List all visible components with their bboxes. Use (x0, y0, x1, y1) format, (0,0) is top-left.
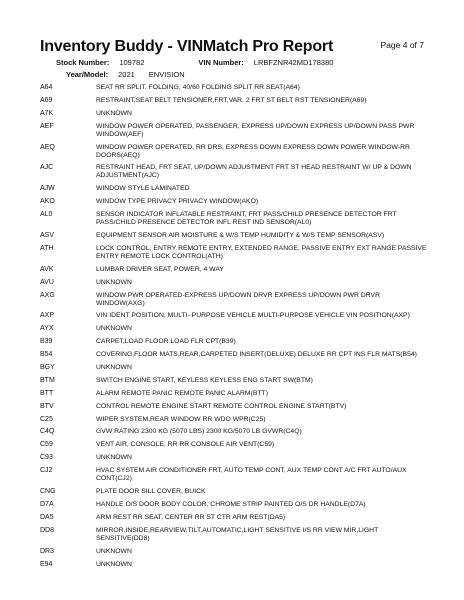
option-row (40, 245, 430, 266)
option-row (40, 338, 430, 351)
option-code: C25 (40, 415, 53, 423)
option-description: HVAC SYSTEM AIR CONDITIONER FRT, AUTO TEMP CONT, AUX TEMP CONT A/C FRT AUTO/AUX CONT(CJ2) (96, 467, 407, 483)
option-code: AXG (40, 291, 55, 299)
option-code: BTT (40, 389, 54, 397)
option-row (40, 232, 430, 245)
stock-vin-line (56, 58, 333, 67)
year-model-line (66, 70, 185, 79)
option-description: UNKNOWN (96, 454, 132, 462)
option-row (40, 403, 430, 416)
option-row (40, 185, 430, 198)
option-code: BTV (40, 402, 54, 410)
option-row (40, 548, 430, 561)
model-value: ENVISION (148, 70, 185, 79)
option-code: B39 (40, 338, 53, 346)
option-row (40, 467, 430, 488)
option-row (40, 97, 430, 110)
option-row (40, 110, 430, 123)
vin-number-value: LRBFZNR42MD178380 (253, 58, 334, 67)
option-description: LUMBAR DRIVER SEAT, POWER, 4 WAY (96, 265, 224, 273)
option-description: UNKNOWN (96, 278, 132, 286)
stock-number-label: Stock Number: (56, 58, 110, 67)
option-row (40, 279, 430, 292)
option-description: UNKNOWN (96, 109, 132, 117)
option-code: BTM (40, 376, 55, 384)
option-row (40, 561, 430, 574)
option-description: MIRROR,INSIDE,REARVIEW,TILT,AUTOMATIC,LIGHT SENSITIVE I/S RR VIEW MIR,LIGHT SENSITIVE(DD8) (96, 526, 379, 542)
option-description: WINDOW PWR OPERATED-EXPRESS UP/DOWN DRVR EXPRESS UP/DOWN PWR DRVR WINDOW(AXG) (96, 291, 380, 307)
vin-number-label: VIN Number: (198, 58, 244, 67)
option-description: UNKNOWN (96, 364, 132, 372)
option-description: HANDLE O/S DOOR BODY COLOR, CHROME STRIP PAINTED O/S DR HANDLE(D7A) (96, 500, 366, 508)
option-code: ATH (40, 244, 54, 252)
option-code: A7K (40, 109, 54, 117)
option-code-list (40, 84, 430, 573)
option-description: UNKNOWN (96, 547, 132, 555)
option-code: CJ2 (40, 467, 53, 475)
option-code: AEQ (40, 143, 55, 151)
option-description: UNKNOWN (96, 325, 132, 333)
option-description: EQUIPMENT SENSOR AIR MOISTURE & W/S TEMP HUMIDITY & W/S TEMP SENSOR(ASV) (96, 232, 385, 240)
option-description: CARPET,LOAD FLOOR LOAD FLR CPT(B39) (96, 338, 236, 346)
option-code: E94 (40, 560, 53, 568)
year-value: 2021 (118, 70, 135, 79)
option-description: ALARM REMOTE PANIC REMOTE PANIC ALARM(BTT) (96, 389, 268, 397)
option-description: CONTROL REMOTE ENGINE START REMOTE CONTROL ENGINE START(BTV) (96, 402, 347, 410)
option-description: COVERING,FLOOR MATS,REAR,CARPETED INSERT(DELUXE) DELUXE RR CPT INS FLR MATS(B54) (96, 351, 417, 359)
option-code: D7A (40, 500, 54, 508)
option-description: WINDOW POWER OPERATED, RR DRS, EXPRESS DOWN EXPRESS DOWN POWER WINDOW-RR DOORS(AEQ) (96, 143, 410, 159)
option-code: AYX (40, 325, 54, 333)
option-row (40, 501, 430, 514)
option-code: A64 (40, 84, 53, 91)
option-row (40, 527, 430, 548)
option-code: A69 (40, 96, 53, 104)
option-code: AJC (40, 164, 54, 172)
option-description: SEAT RR SPLIT, FOLDING, 40/60 FOLDING SPLIT RR SEAT(A64) (96, 84, 300, 91)
option-row (40, 428, 430, 441)
option-code: C4Q (40, 428, 55, 436)
option-row (40, 211, 430, 232)
option-row (40, 325, 430, 338)
option-row (40, 144, 430, 165)
option-row (40, 266, 430, 279)
option-row (40, 441, 430, 454)
option-row (40, 312, 430, 325)
option-row (40, 488, 430, 501)
option-code: C59 (40, 441, 53, 449)
page-number: Page 4 of 7 (380, 40, 424, 50)
option-code: AVU (40, 278, 54, 286)
option-code: AL0 (40, 211, 53, 219)
option-row (40, 364, 430, 377)
option-row (40, 390, 430, 403)
stock-number-value: 109782 (119, 58, 145, 67)
option-description: PLATE DOOR SILL COVER, BUICK (96, 488, 206, 496)
option-code: AJW (40, 185, 55, 193)
option-code: AVK (40, 265, 54, 273)
option-row (40, 292, 430, 313)
option-description: SENSOR INDICATOR INFLATABLE RESTRAINT, FRT PASS/CHILD PRESENCE DETECTOR FRT PASS/CHILD PRESENCE DETECTOR INFL REST IND SENSOR(AL0) (96, 211, 397, 227)
option-code: AEF (40, 122, 54, 130)
option-row (40, 84, 430, 97)
option-code: CNG (40, 488, 56, 496)
option-description: VIN IDENT POSITION, MULTI- PURPOSE VEHICLE MULTI-PURPOSE VEHICLE VIN POSITION(AXP) (96, 312, 410, 320)
option-row (40, 416, 430, 429)
option-row (40, 351, 430, 364)
option-description: UNKNOWN (96, 560, 132, 568)
option-description: WINDOW STYLE LAMINATED (96, 185, 190, 193)
option-code: C93 (40, 454, 53, 462)
option-description: ARM REST RR SEAT, CENTER RR ST CTR ARM REST(DA5) (96, 513, 286, 521)
option-code: ASV (40, 232, 55, 240)
option-description: WINDOW POWER OPERATED, PASSENGER, EXPRESS UP/DOWN EXPRESS UP/DOWN PASS PWR WINDOW(AEF) (96, 122, 415, 138)
option-description: GVW RATING 2300 KG (5070 LBS) 2300 KG/5070 LB GVWR(C4Q) (96, 428, 302, 436)
option-description: RESTRAINT,SEAT BELT TENSIONER,FRT,VAR. 2 FRT ST BELT RST TENSIONER(A69) (96, 96, 367, 104)
option-code: DD8 (40, 526, 55, 534)
option-row (40, 377, 430, 390)
option-row (40, 198, 430, 211)
option-code: DA5 (40, 513, 54, 521)
option-row (40, 123, 430, 144)
option-code: BGY (40, 364, 55, 372)
option-description: WIPER SYSTEM,REAR WINDOW RR WDO WPR(C25) (96, 415, 266, 423)
option-row (40, 454, 430, 467)
option-code: DR3 (40, 547, 55, 555)
option-row (40, 514, 430, 527)
option-code: B54 (40, 351, 53, 359)
option-description: LOCK CONTROL, ENTRY REMOTE ENTRY, EXTENDED RANGE, PASSIVE ENTRY EXT RANGE PASSIVE ENTRY REMOTE LOCK CONTROL(ATH) (96, 244, 427, 260)
option-description: SWITCH ENGINE START, KEYLESS KEYLESS ENG START SW(BTM) (96, 376, 313, 384)
option-description: RESTRAINT HEAD, FRT SEAT, UP/DOWN ADJUSTMENT FRT ST HEAD RESTRAINT W/ UP & DOWN ADJUSTMENT(AJC) (96, 164, 412, 180)
option-description: VENT AIR, CONSOLE, RR RR CONSOLE AIR VENT(C59) (96, 441, 275, 449)
option-code: AXP (40, 312, 55, 320)
report-title: Inventory Buddy - VINMatch Pro Report (40, 38, 334, 55)
option-row (40, 164, 430, 185)
option-description: WINDOW TYPE PRIVACY PRIVACY WINDOW(AKO) (96, 198, 259, 206)
option-code: AKO (40, 198, 55, 206)
year-model-label: Year/Model: (66, 70, 109, 79)
